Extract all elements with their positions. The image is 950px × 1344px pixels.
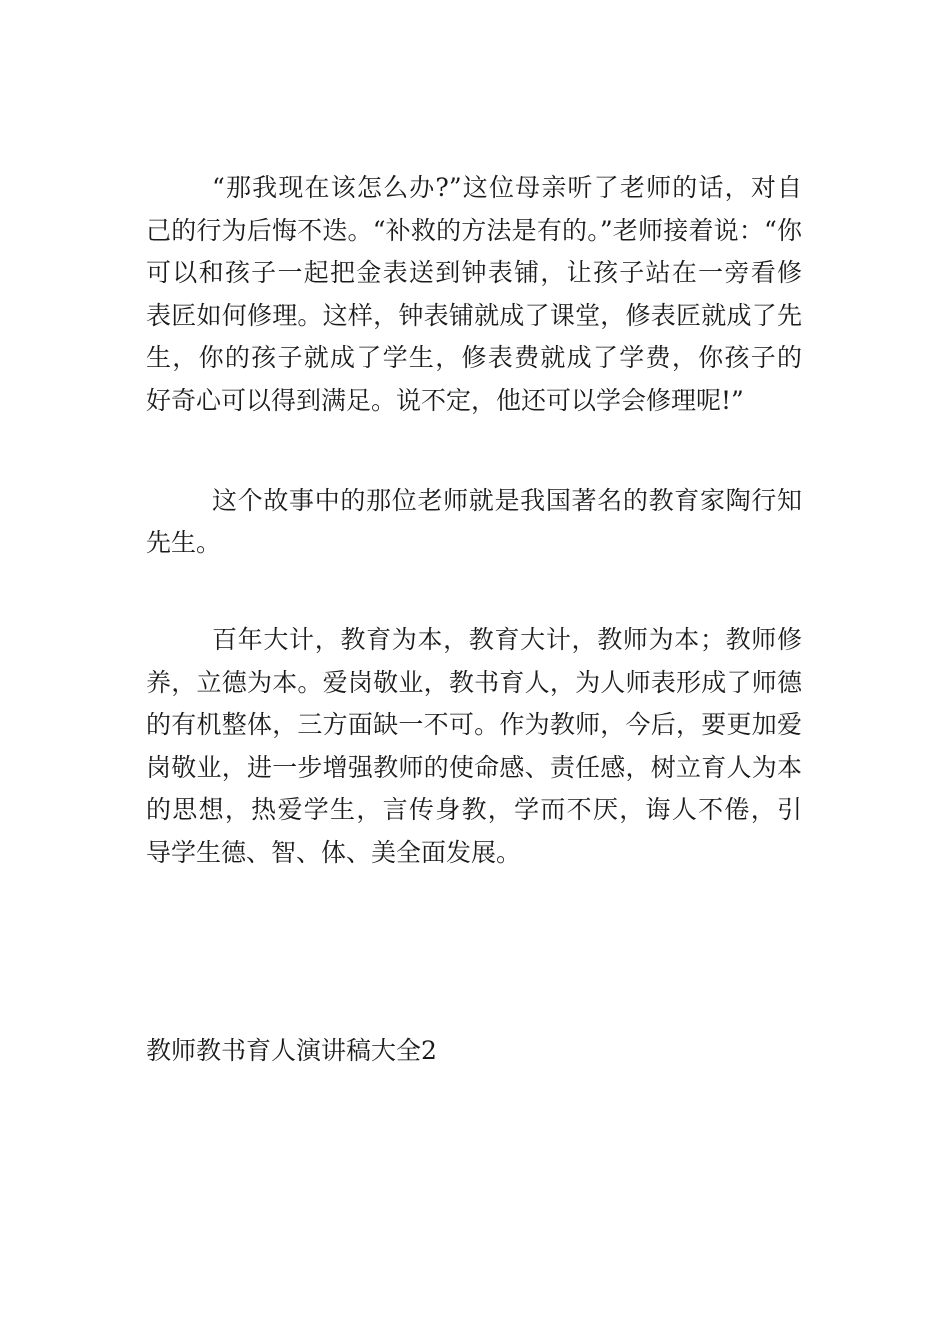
section-heading: 教师教书育人演讲稿大全2: [146, 1036, 437, 1065]
paragraph-1-line-1: “那我现在该怎么办?”这位母亲听了老师的话，对自: [212, 173, 802, 202]
paragraph-1-line-2: 己的行为后悔不迭。“补救的方法是有的。”老师接着说：“你: [146, 216, 802, 245]
paragraph-3-line-4: 岗敬业，进一步增强教师的使命感、责任感，树立育人为本: [146, 753, 802, 782]
paragraph-2-line-2: 先生。: [146, 528, 222, 557]
paragraph-3-line-2: 养，立德为本。爱岗敬业，教书育人，为人师表形成了师德: [146, 668, 802, 697]
paragraph-1-line-5: 生，你的孩子就成了学生，修表费就成了学费，你孩子的: [146, 343, 802, 372]
paragraph-3-line-1: 百年大计，教育为本，教育大计，教师为本；教师修: [212, 625, 802, 654]
paragraph-3-line-6: 导学生德、智、体、美全面发展。: [146, 838, 522, 867]
paragraph-2-line-1: 这个故事中的那位老师就是我国著名的教育家陶行知: [212, 486, 802, 515]
paragraph-3-line-5: 的思想，热爱学生，言传身教，学而不厌，诲人不倦，引: [146, 795, 802, 824]
paragraph-1-line-6: 好奇心可以得到满足。说不定，他还可以学会修理呢!”: [146, 386, 744, 415]
paragraph-1-line-3: 可以和孩子一起把金表送到钟表铺，让孩子站在一旁看修: [146, 258, 802, 287]
paragraph-3-line-3: 的有机整体，三方面缺一不可。作为教师，今后，要更加爱: [146, 710, 802, 739]
paragraph-1-line-4: 表匠如何修理。这样，钟表铺就成了课堂，修表匠就成了先: [146, 301, 802, 330]
